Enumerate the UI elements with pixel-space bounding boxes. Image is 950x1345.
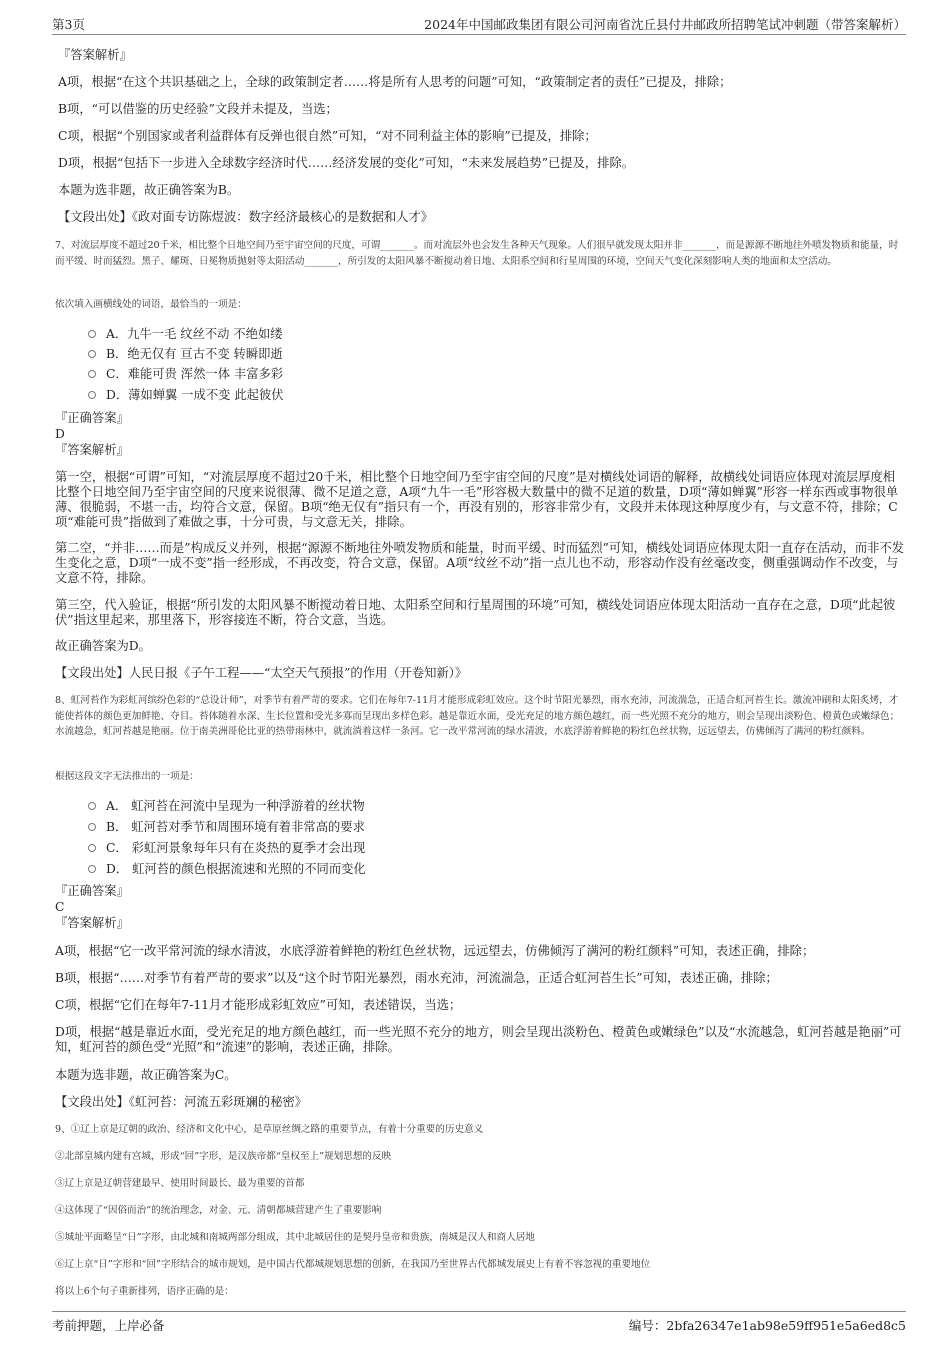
footer-doc-id: 编号：2bfa26347e1ab98e59ff951e5a6ed8c5 bbox=[628, 1318, 906, 1333]
q7-correct-label: 『正确答案』 bbox=[55, 411, 129, 425]
q7-prompt: 依次填入画横线处的词语，最恰当的一项是： bbox=[55, 299, 247, 310]
q6-analysis-label: 『答案解析』 bbox=[58, 48, 132, 62]
radio-icon[interactable] bbox=[88, 391, 96, 399]
q8-analysis-a: A项，根据“它一改平常河流的绿水清波，水底浮游着鲜艳的粉红色丝状物，远远望去，仿佛倾泻了满河的粉红颜料”可知，表述正确，排除； bbox=[55, 944, 815, 958]
q8-source: 【文段出处】《虹河苔：河流五彩斑斓的秘密》 bbox=[55, 1095, 308, 1109]
radio-icon[interactable] bbox=[88, 802, 96, 810]
q7-analysis-para-2: 第二空，“并非……而是”构成反义并列，根据“源源不断地往外喷发物质和能量，时而平缓、时而猛烈”可知，横线处词语应体现太阳一直存在活动，而非不发生变化之意，D项“一成不变”指一经形成，不再改变，符合文意，保留。A项“纹丝不动”指一点儿也不动，形容动作没有丝毫改变，侧重强调动作不改变，与文意不符，排除。 bbox=[55, 541, 905, 585]
radio-icon[interactable] bbox=[88, 350, 96, 358]
q8-correct-label: 『正确答案』 bbox=[55, 884, 129, 898]
q9-item-3: ③辽上京是辽朝营建最早、使用时间最长、最为重要的首都 bbox=[55, 1178, 305, 1189]
q8-analysis-c: C项，根据“它们在每年7-11月才能形成彩虹效应”可知，表述错误，当选； bbox=[55, 998, 462, 1012]
q8-analysis-b: B项，根据“……对季节有着严苛的要求”以及“这个时节阳光暴烈，雨水充沛，河流湍急，正适合虹河苔生长”可知，表述正确，排除； bbox=[55, 971, 778, 985]
q7-analysis-label: 『答案解析』 bbox=[55, 443, 129, 457]
radio-icon[interactable] bbox=[88, 844, 96, 852]
page-number: 第3页 bbox=[52, 17, 85, 32]
page-footer bbox=[52, 1311, 906, 1332]
q7-analysis-para-3: 第三空，代入验证，根据“所引发的太阳风暴不断搅动着日地、太阳系空间和行星周围的环境”可知，横线处词语应体现太阳活动一直存在之意，D项“此起彼伏”指这里起来，那里落下，形容接连不断，符合文意，当选。 bbox=[55, 598, 896, 627]
radio-icon[interactable] bbox=[88, 330, 96, 338]
q6-analysis-c: C项，根据“个别国家或者利益群体有反弹也很自然”可知，“对不同利益主体的影响”已提及，排除； bbox=[58, 129, 597, 143]
q8-correct-answer: C bbox=[55, 900, 65, 914]
q8-stem: 8、虹河苔作为彩虹河缤纷色彩的“总设计师”，对季节有着严苛的要求。它们在每年7-11月才能形成彩虹效应。这个时节阳光暴烈，雨水充沛，河流湍急，正适合虹河苔生长。激流冲刷和太阳炙烤，才能使苔体的颜色更加鲜艳、夺目。苔体随着水深、生长位置和受光多寡而呈现出多样色彩。越是靠近水面，受光充足的地方颜色越红，而一些光照不充分的地方，则会呈现出淡粉色、橙黄色或嫩绿色；水流越急，虹河苔越是艳丽。位于南美洲哥伦比亚的热带雨林中，就流淌着这样一条河。它一改平常河流的绿水清波，水底浮游着鲜艳的粉红色丝状物，远远望去，仿佛倾泻了满河的粉红颜料。 bbox=[55, 695, 900, 737]
q8-analysis-label: 『答案解析』 bbox=[55, 916, 129, 930]
q6-analysis-a: A项，根据“在这个共识基础之上，全球的政策制定者……将是所有人思考的问题”可知，“政策制定者的责任”已提及，排除； bbox=[58, 75, 732, 89]
q6-conclusion: 本题为选非题，故正确答案为B。 bbox=[58, 183, 240, 197]
q7-conclusion: 故正确答案为D。 bbox=[55, 639, 151, 653]
radio-icon[interactable] bbox=[88, 370, 96, 378]
q8-option-a[interactable]: A． 虹河苔在河流中呈现为一种浮游着的丝状物 bbox=[88, 799, 365, 814]
q7-option-b[interactable]: B．绝无仅有 亘古不变 转瞬即逝 bbox=[88, 347, 283, 362]
q8-analysis-d: D项，根据“越是靠近水面，受光充足的地方颜色越红，而一些光照不充分的地方，则会呈现出淡粉色、橙黄色或嫩绿色”以及“水流越急，虹河苔越是艳丽”可知，虹河苔的颜色受“光照”和“流速”的影响，表述正确，排除。 bbox=[55, 1025, 902, 1054]
q6-analysis-d: D项，根据“包括下一步进入全球数字经济时代……经济发展的变化”可知，“未来发展趋势”已提及，排除。 bbox=[58, 156, 635, 170]
q9-item-6: ⑥辽上京“日”字形和“回”字形结合的城市规划，是中国古代都城规划思想的创新，在我国乃至世界古代都城发展史上有着不容忽视的重要地位 bbox=[55, 1259, 651, 1270]
document-title: 2024年中国邮政集团有限公司河南省沈丘县付井邮政所招聘笔试冲刺题（带答案解析） bbox=[424, 17, 906, 32]
page-header bbox=[52, 12, 906, 35]
q8-conclusion: 本题为选非题，故正确答案为C。 bbox=[55, 1068, 237, 1082]
q6-analysis-b: B项，“可以借鉴的历史经验”文段并未提及，当选； bbox=[58, 102, 338, 116]
q7-option-a[interactable]: A．九牛一毛 纹丝不动 不绝如缕 bbox=[88, 327, 283, 342]
q9-item-4: ④这体现了“因俗而治”的统治理念，对金、元、清朝都城营建产生了重要影响 bbox=[55, 1205, 382, 1216]
radio-icon[interactable] bbox=[88, 865, 96, 873]
q7-source: 【文段出处】人民日报《子午工程——“太空天气预报”的作用（开卷知新）》 bbox=[55, 666, 468, 680]
q8-prompt: 根据这段文字无法推出的一项是： bbox=[55, 771, 199, 782]
q9-item-5: ⑤城址平面略呈“日”字形，由北城和南城两部分组成，其中北城居住的是契丹皇帝和贵族，南城是汉人和商人居地 bbox=[55, 1232, 535, 1243]
q8-option-b[interactable]: B． 虹河苔对季节和周围环境有着非常高的要求 bbox=[88, 820, 365, 835]
footer-slogan: 考前押题，上岸必备 bbox=[52, 1318, 165, 1333]
q7-correct-answer: D bbox=[55, 427, 65, 441]
q7-analysis-para-1: 第一空，根据“可谓”可知，“对流层厚度不超过20千米，相比整个日地空间乃至宇宙空间的尺度”是对横线处词语的解释，故横线处词语应体现对流层厚度相比整个日地空间乃至宇宙空间的尺度来说很薄、微不足道之意，A项“九牛一毛”形容极大数量中的微不足道的数量，D项“薄如蝉翼”形容一样东西或事物很单薄、很脆弱，不堪一击，均符合文意，保留。B项“绝无仅有”指只有一个，再没有别的，形容非常少有，文段并未体现这种厚度少有，与文意不符，排除；C项“难能可贵”指做到了难做之事，十分可贵，与文意无关，排除。 bbox=[55, 470, 899, 529]
q8-option-d[interactable]: D． 虹河苔的颜色根据流速和光照的不同而变化 bbox=[88, 862, 366, 877]
q7-stem: 7、对流层厚度不超过20千米，相比整个日地空间乃至宇宙空间的尺度，可谓_______。而对流层外也会发生各种天气现象。人们很早就发现太阳并非_______，而是源源不断地往外喷发物质和能量，时而平缓、时而猛烈。黑子、耀斑、日冕物质抛射等太阳活动_______，所引发的太阳风暴不断搅动着日地、太阳系空间和行星周围的环境，空间天气变化深刻影响人类的地面和太空活动。 bbox=[55, 240, 899, 267]
q9-item-2: ②北部皇城内建有宫城，形成“回”字形，是汉族帝都“皇权至上”规划思想的反映 bbox=[55, 1151, 392, 1162]
q8-option-c[interactable]: C． 彩虹河景象每年只有在炎热的夏季才会出现 bbox=[88, 841, 365, 856]
radio-icon[interactable] bbox=[88, 823, 96, 831]
q7-option-d[interactable]: D．薄如蝉翼 一成不变 此起彼伏 bbox=[88, 388, 284, 403]
q9-prompt: 将以上6个句子重新排列，语序正确的是： bbox=[55, 1286, 234, 1297]
q7-option-c[interactable]: C．难能可贵 浑然一体 丰富多彩 bbox=[88, 367, 283, 382]
q6-source: 【文段出处】《政对面专访陈煜波：数字经济最核心的是数据和人才》 bbox=[58, 210, 434, 224]
q9-item-1: 9、①辽上京是辽朝的政治、经济和文化中心，是草原丝绸之路的重要节点，有着十分重要的历史意义 bbox=[55, 1124, 484, 1135]
